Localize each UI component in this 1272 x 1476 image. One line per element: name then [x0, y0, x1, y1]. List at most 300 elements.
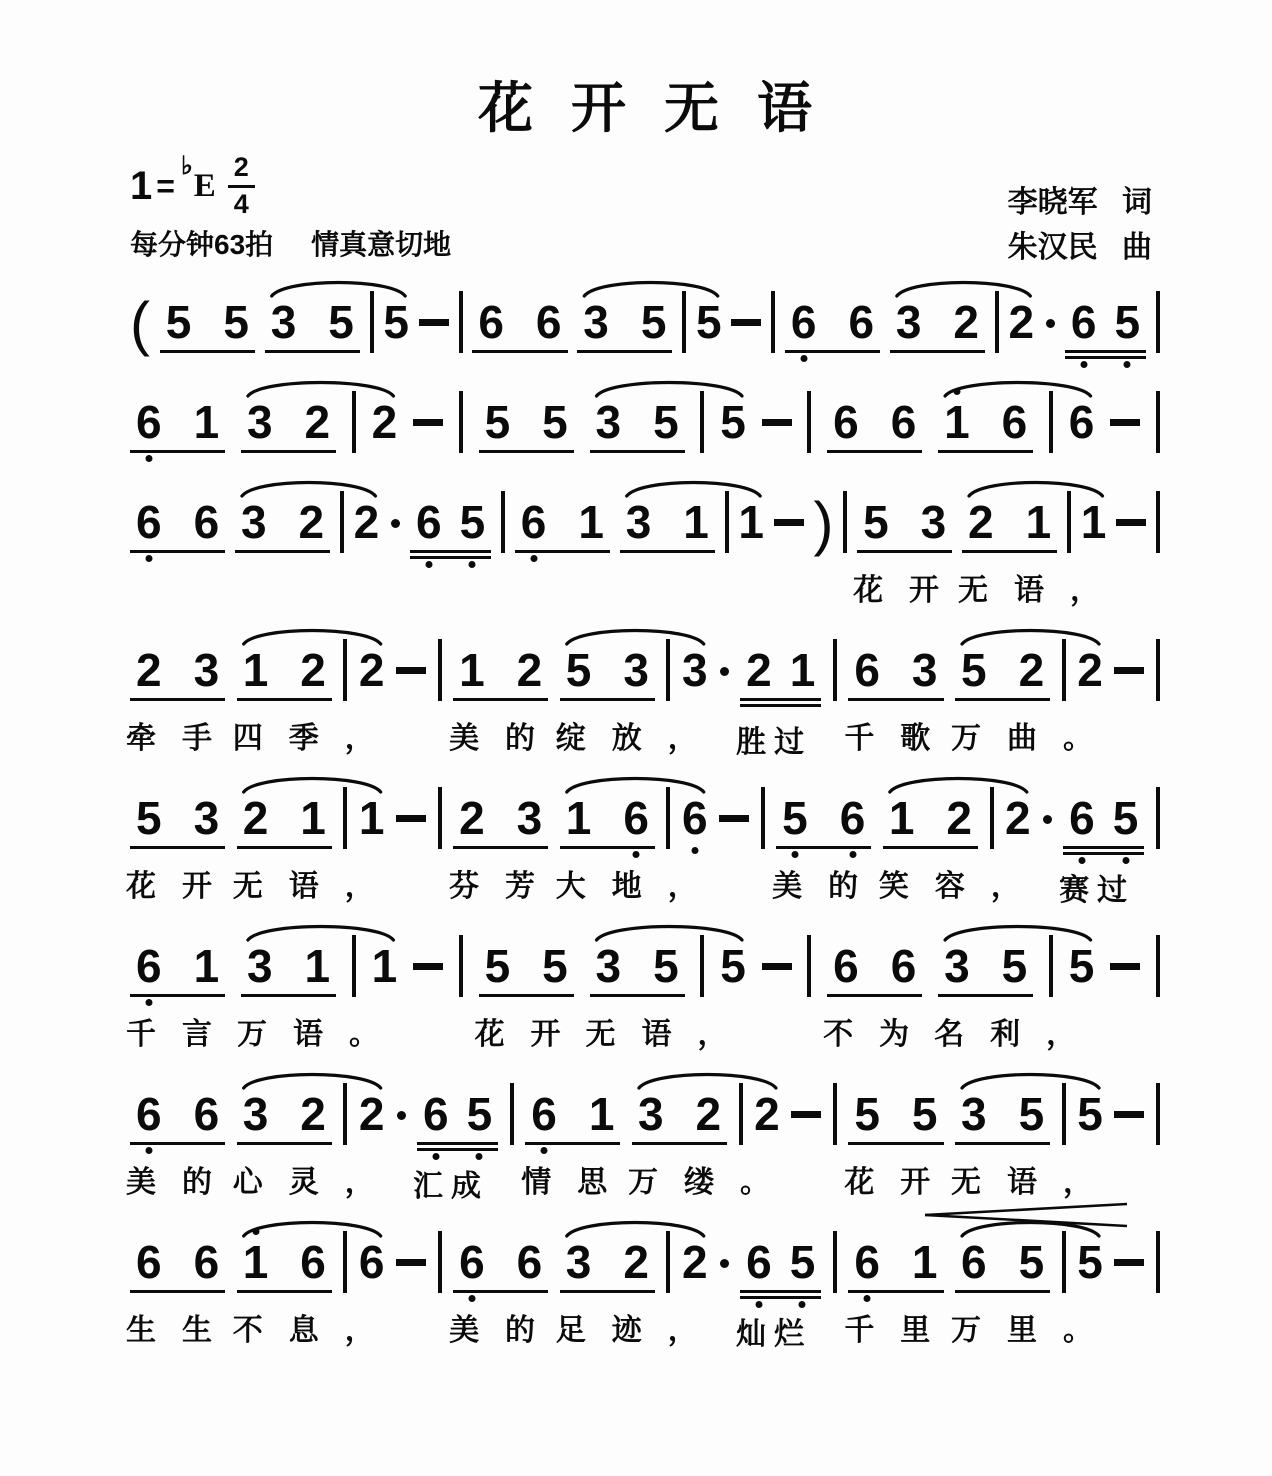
lyric-fragment: 美的: [126, 1165, 238, 1199]
meter-denominator: 4: [233, 189, 249, 219]
note-6: 6: [136, 395, 162, 448]
beam-group: [474, 939, 587, 1051]
barline: [343, 639, 347, 701]
barline: [725, 491, 729, 553]
note-1: 1: [944, 395, 970, 448]
note-1: 1: [683, 495, 709, 548]
beam-group: [126, 643, 238, 755]
note-1: 1: [300, 791, 326, 844]
parenthesis: (: [130, 289, 150, 357]
note-6: 6: [833, 939, 859, 992]
note-6: 6: [193, 1087, 220, 1140]
note-2: 2: [459, 791, 485, 844]
note-6: 6: [848, 295, 875, 348]
barline: [510, 1083, 514, 1145]
note-5: 5: [782, 791, 808, 844]
note-2: 2: [746, 643, 772, 696]
note-5: 5: [542, 395, 568, 448]
note-3: 3: [516, 791, 543, 844]
beam-group: [130, 495, 225, 553]
note-3: 3: [583, 295, 609, 348]
lyric-fragment: 绽放，: [555, 721, 724, 755]
note-6: 6: [890, 939, 917, 992]
dash-sustain: [413, 963, 443, 970]
barline: [739, 1083, 743, 1145]
note-6: 6: [193, 495, 220, 548]
beam-group: [585, 939, 754, 1051]
lyric-fragment: 无语，: [951, 1165, 1120, 1199]
note-5: 5: [1077, 1235, 1103, 1288]
beam-group: [853, 495, 966, 607]
note-1: 1: [242, 643, 269, 696]
time-signature: [228, 153, 255, 219]
note-wrap: [1077, 1235, 1103, 1288]
note-3: 3: [246, 939, 273, 992]
lyric-fragment: 汇成: [413, 1169, 490, 1203]
beam-group: [265, 295, 360, 353]
lyric-fragment: 万曲。: [951, 721, 1120, 755]
note-wrap: [1008, 295, 1056, 348]
barline: [1156, 787, 1160, 849]
note-1: 1: [1025, 495, 1052, 548]
notation-line-2: [130, 377, 1160, 477]
beam-group: [823, 939, 936, 1051]
dash-sustain: [719, 815, 749, 822]
note-5: 5: [653, 395, 679, 448]
note-1: 1: [565, 791, 592, 844]
note-3: 3: [623, 643, 649, 696]
barline: [807, 935, 811, 997]
note-5: 5: [640, 295, 667, 348]
lyric-fragment: 名利，: [934, 1017, 1103, 1051]
note-1: 1: [358, 791, 385, 844]
barline: [666, 639, 670, 701]
tonic-number: 1: [130, 164, 153, 208]
note-2: 2: [953, 295, 980, 348]
lyric-fragment: 美的: [449, 721, 562, 755]
lyric-fragment: 花开: [844, 1165, 957, 1199]
note-5: 5: [484, 939, 511, 992]
notation-line-8: [126, 1217, 1160, 1365]
note-wrap: [695, 295, 722, 348]
dash-sustain: [791, 1111, 821, 1118]
beam-group: [555, 791, 724, 903]
dash-sustain: [762, 419, 792, 426]
note-5: 5: [720, 395, 746, 448]
note-1: 1: [371, 939, 398, 992]
note-wrap: [358, 643, 385, 696]
lyric-fragment: 牵手: [126, 721, 238, 755]
lyric-fragment: 万缕。: [627, 1165, 796, 1199]
barline: [438, 787, 442, 849]
note-2: 2: [136, 643, 162, 696]
note-5: 5: [565, 643, 592, 696]
beam-group: [951, 1087, 1120, 1199]
barline: [700, 391, 704, 453]
note-5: 5: [484, 395, 511, 448]
parenthesis: ): [813, 489, 834, 557]
note-6: 6: [478, 295, 504, 348]
note-wrap: [358, 791, 385, 844]
barline: [459, 391, 463, 453]
dash-sustain: [419, 319, 449, 326]
beam-group: [736, 1235, 821, 1351]
beam-group: [449, 791, 562, 903]
key-signature: [130, 153, 1160, 221]
notation-area: [126, 277, 1160, 1365]
note-2: 2: [681, 1235, 708, 1288]
notation-line-4: [126, 625, 1160, 773]
note-6: 6: [416, 495, 442, 548]
note-1: 1: [1080, 495, 1107, 548]
note-3: 3: [246, 395, 273, 448]
notes-row: [126, 1069, 1160, 1203]
beam-group: [1059, 791, 1144, 907]
beam-group: [126, 1087, 238, 1199]
barline: [833, 639, 837, 701]
note-5: 5: [911, 1087, 938, 1140]
note-wrap: [754, 1087, 780, 1140]
dash-sustain: [1116, 519, 1146, 526]
note-1: 1: [459, 643, 485, 696]
meter-numerator: 2: [228, 153, 255, 188]
barline: [682, 291, 686, 353]
note-6: 6: [854, 1235, 880, 1288]
note-5: 5: [1018, 1235, 1045, 1288]
note-6: 6: [520, 495, 547, 548]
note-6: 6: [681, 791, 708, 844]
flat-icon: ♭: [180, 151, 193, 180]
note-wrap: [681, 1235, 729, 1288]
note-wrap: [681, 643, 729, 696]
note-6: 6: [358, 1235, 385, 1288]
note-5: 5: [1068, 939, 1095, 992]
note-1: 1: [738, 495, 765, 548]
note-3: 3: [961, 1087, 987, 1140]
note-2: 2: [946, 791, 973, 844]
beam-group: [232, 1087, 401, 1199]
barline: [833, 1083, 837, 1145]
beam-group: [938, 395, 1033, 453]
note-wrap: [681, 791, 708, 844]
barline: [761, 787, 765, 849]
lyric-fragment: 灿烂: [736, 1317, 813, 1351]
note-2: 2: [623, 1235, 649, 1288]
dash-sustain: [396, 1259, 426, 1266]
barline: [843, 491, 847, 553]
note-3: 3: [920, 495, 947, 548]
barline: [1049, 391, 1053, 453]
notes-row: [130, 477, 1160, 607]
note-1: 1: [193, 939, 220, 992]
note-3: 3: [625, 495, 652, 548]
note-5: 5: [1018, 1087, 1045, 1140]
note-6: 6: [854, 643, 880, 696]
note-3: 3: [637, 1087, 664, 1140]
note-wrap: [371, 939, 398, 992]
barline: [370, 291, 374, 353]
beam-group: [827, 395, 922, 453]
barline: [833, 1231, 837, 1293]
barline: [1067, 491, 1071, 553]
note-5: 5: [383, 295, 410, 348]
note-1: 1: [242, 1235, 269, 1288]
beam-group: [890, 295, 985, 353]
notes-row: [126, 625, 1160, 759]
beam-group: [236, 939, 405, 1051]
lyric-fragment: 千里: [844, 1313, 957, 1347]
credits: [1008, 180, 1152, 270]
note-wrap: [1077, 643, 1103, 696]
note-6: 6: [833, 395, 859, 448]
crescendo-hairpin-icon: [923, 1201, 1129, 1229]
note-wrap: [383, 295, 410, 348]
dash-sustain: [1114, 667, 1144, 674]
note-3: 3: [242, 1087, 269, 1140]
lyric-fragment: 花开: [853, 573, 966, 607]
tempo-marking: 每分钟63拍: [130, 228, 274, 260]
note-5: 5: [165, 295, 192, 348]
note-5: 5: [1112, 791, 1139, 844]
note-5: 5: [789, 1235, 816, 1288]
barline: [666, 787, 670, 849]
note-6: 6: [790, 295, 817, 348]
tonic-letter: E: [193, 168, 216, 204]
expression-marking: 情真意切地: [311, 228, 452, 260]
lyric-fragment: 芬芳: [449, 869, 562, 903]
lyric-fragment: 花开: [126, 869, 238, 903]
beam-group: [934, 939, 1103, 1051]
note-1: 1: [789, 643, 816, 696]
barline: [459, 935, 463, 997]
beam-group: [555, 1235, 724, 1347]
lyric-fragment: 大地，: [555, 869, 724, 903]
barline: [352, 935, 356, 997]
note-2: 2: [300, 1087, 326, 1140]
note-2: 2: [695, 1087, 722, 1140]
beam-group: [160, 295, 255, 353]
note-2: 2: [358, 643, 385, 696]
note-5: 5: [653, 939, 679, 992]
note-wrap: [371, 395, 398, 448]
beam-group: [844, 1235, 957, 1347]
beam-group: [951, 1235, 1120, 1347]
note-6: 6: [300, 1235, 326, 1288]
barline: [1156, 291, 1160, 353]
note-2: 2: [298, 495, 325, 548]
augmentation-dot: [1046, 319, 1055, 328]
note-3: 3: [270, 295, 297, 348]
barline: [1156, 935, 1160, 997]
barline: [343, 1231, 347, 1293]
note-3: 3: [911, 643, 938, 696]
barline: [501, 491, 505, 553]
lyric-fragment: 美的: [449, 1313, 562, 1347]
lyric-fragment: 花开: [474, 1017, 587, 1051]
note-2: 2: [1077, 643, 1103, 696]
augmentation-dot: [1043, 815, 1052, 824]
barline: [1049, 935, 1053, 997]
lyric-fragment: 无语，: [232, 869, 401, 903]
beam-group: [1065, 295, 1146, 353]
beam-group: [413, 1087, 498, 1203]
dash-sustain: [396, 667, 426, 674]
note-6: 6: [1070, 295, 1097, 348]
note-3: 3: [193, 791, 220, 844]
barline: [1156, 639, 1160, 701]
notation-line-3: [130, 477, 1160, 625]
barline: [340, 491, 344, 553]
note-6: 6: [136, 1235, 162, 1288]
note-5: 5: [328, 295, 354, 348]
note-wrap: [353, 495, 401, 548]
note-wrap: [1080, 495, 1107, 548]
beam-group: [130, 395, 225, 453]
tempo-row: [130, 223, 1160, 263]
beam-group: [521, 1087, 634, 1199]
note-wrap: [1077, 1087, 1103, 1140]
barline: [438, 1231, 442, 1293]
note-1: 1: [588, 1087, 615, 1140]
note-wrap: [738, 495, 765, 548]
note-2: 2: [358, 1087, 385, 1140]
note-5: 5: [961, 643, 987, 696]
barline: [807, 391, 811, 453]
note-5: 5: [863, 495, 889, 548]
beam-group: [232, 791, 401, 903]
note-1: 1: [578, 495, 604, 548]
note-2: 2: [1018, 643, 1045, 696]
note-3: 3: [944, 939, 970, 992]
note-wrap: [358, 1235, 385, 1288]
lyric-fragment: 万语。: [236, 1017, 405, 1051]
note-6: 6: [531, 1087, 557, 1140]
dash-sustain: [774, 519, 804, 526]
beam-group: [590, 395, 685, 453]
lyric-fragment: 无语，: [585, 1017, 754, 1051]
barline: [1156, 491, 1160, 553]
note-3: 3: [681, 643, 708, 696]
beam-group: [232, 643, 401, 755]
barline: [666, 1231, 670, 1293]
barline: [1156, 391, 1160, 453]
note-6: 6: [890, 395, 917, 448]
barline: [771, 291, 775, 353]
note-5: 5: [854, 1087, 880, 1140]
lyric-fragment: 千歌: [844, 721, 957, 755]
beam-group: [785, 295, 880, 353]
note-6: 6: [1069, 791, 1095, 844]
note-6: 6: [623, 791, 649, 844]
note-6: 6: [193, 1235, 220, 1288]
lyric-fragment: 胜过: [736, 725, 813, 759]
beam-group: [126, 1235, 238, 1347]
dash-sustain: [1110, 419, 1140, 426]
note-3: 3: [595, 395, 622, 448]
lyric-fragment: 不为: [823, 1017, 936, 1051]
dash-sustain: [396, 815, 426, 822]
note-5: 5: [695, 295, 722, 348]
note-5: 5: [459, 495, 486, 548]
note-2: 2: [242, 791, 269, 844]
beam-group: [620, 495, 715, 553]
note-6: 6: [1068, 395, 1095, 448]
lyric-fragment: 千言: [126, 1017, 238, 1051]
note-6: 6: [839, 791, 866, 844]
beam-group: [479, 395, 574, 453]
composer-credit: 朱汉民 曲: [1007, 231, 1152, 264]
note-6: 6: [423, 1087, 449, 1140]
note-2: 2: [304, 395, 331, 448]
dash-sustain: [413, 419, 443, 426]
barline: [1156, 1083, 1160, 1145]
beam-group: [878, 791, 1047, 903]
beam-group: [958, 495, 1127, 607]
barline: [438, 639, 442, 701]
augmentation-dot: [397, 1111, 406, 1120]
beam-group: [232, 1235, 401, 1347]
notes-row: [130, 377, 1160, 453]
note-6: 6: [516, 1235, 543, 1288]
beam-group: [126, 791, 238, 903]
note-3: 3: [565, 1235, 592, 1288]
note-6: 6: [459, 1235, 485, 1288]
beam-group: [410, 495, 491, 553]
dash-sustain: [1114, 1111, 1144, 1118]
notation-line-5: [126, 773, 1160, 921]
note-2: 2: [968, 495, 994, 548]
notation-line-6: [126, 921, 1160, 1069]
dash-sustain: [762, 963, 792, 970]
note-2: 2: [1008, 295, 1035, 348]
lyric-fragment: 无语，: [958, 573, 1127, 607]
barline: [1156, 1231, 1160, 1293]
note-5: 5: [1114, 295, 1141, 348]
augmentation-dot: [720, 1259, 729, 1268]
note-6: 6: [961, 1235, 987, 1288]
note-1: 1: [304, 939, 331, 992]
note-wrap: [358, 1087, 406, 1140]
note-2: 2: [353, 495, 380, 548]
note-5: 5: [466, 1087, 493, 1140]
note-6: 6: [535, 295, 562, 348]
barline: [352, 391, 356, 453]
note-2: 2: [754, 1087, 780, 1140]
note-6: 6: [136, 1087, 162, 1140]
note-6: 6: [136, 939, 162, 992]
note-2: 2: [516, 643, 543, 696]
beam-group: [736, 643, 821, 759]
barline: [1062, 639, 1066, 701]
note-5: 5: [223, 295, 249, 348]
note-5: 5: [136, 791, 162, 844]
note-2: 2: [371, 395, 398, 448]
beam-group: [844, 643, 957, 755]
barline: [700, 935, 704, 997]
song-title: 花开无语: [477, 77, 850, 139]
beam-group: [515, 495, 610, 553]
notation-line-7: [126, 1069, 1160, 1217]
beam-group: [126, 939, 238, 1051]
barline: [1062, 1083, 1066, 1145]
lyric-fragment: 情思: [521, 1165, 634, 1199]
beam-group: [555, 643, 724, 755]
note-3: 3: [193, 643, 220, 696]
lyricist-credit: 李晓军 词: [1007, 186, 1152, 219]
note-5: 5: [720, 939, 746, 992]
note-wrap: [720, 395, 746, 448]
note-6: 6: [746, 1235, 772, 1288]
